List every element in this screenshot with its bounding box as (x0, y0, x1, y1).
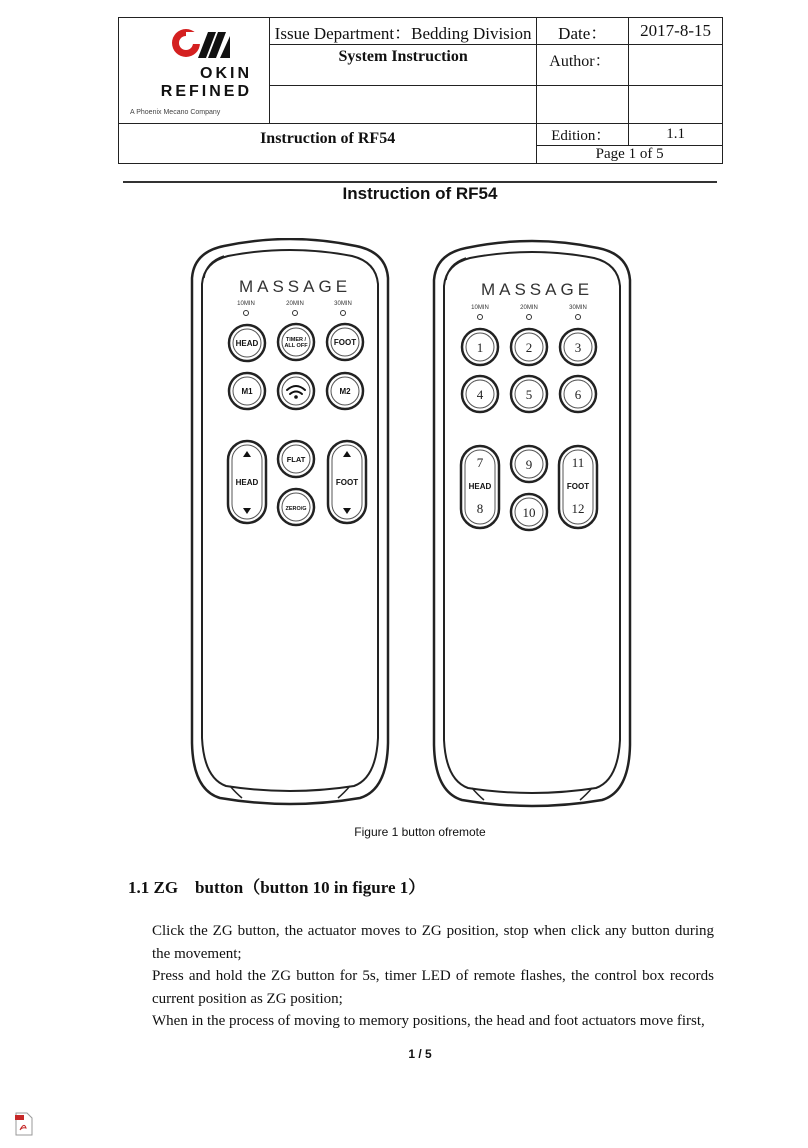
svg-text:HEAD: HEAD (235, 478, 259, 487)
page-info: Page 1 of 5 (537, 146, 723, 164)
timer-label-10: 10MIN (471, 305, 489, 311)
svg-text:4: 4 (476, 387, 484, 402)
head-button[interactable] (229, 325, 265, 361)
head-rocker-button[interactable] (228, 441, 266, 523)
head-rocker-buttons-7-8[interactable] (461, 446, 499, 528)
button-8[interactable]: 8 (476, 501, 484, 516)
timer-all-off-button[interactable] (278, 324, 314, 360)
svg-text:TIMER /: TIMER / (285, 337, 307, 343)
button-9[interactable] (511, 446, 547, 482)
date-label: Date： (537, 18, 629, 45)
pdf-icon (14, 1112, 34, 1136)
foot-rocker-button[interactable] (328, 441, 366, 523)
timer-label-20: 20MIN (520, 305, 538, 311)
svg-text:9: 9 (525, 457, 533, 472)
figure-caption: Figure 1 button ofremote (354, 825, 486, 839)
author-value (629, 45, 723, 85)
button-10-zg[interactable] (511, 494, 547, 530)
svg-text:HEAD: HEAD (468, 482, 492, 491)
svg-text:FOOT: FOOT (566, 482, 590, 491)
logo-tagline: A Phoenix Mecano Company (129, 109, 221, 116)
logo-line2: REFINED (160, 83, 252, 100)
m2-button[interactable] (327, 373, 363, 409)
logo-line1: OKIN (199, 65, 252, 82)
remote-right (434, 241, 630, 806)
flat-button[interactable] (278, 441, 314, 477)
svg-text:FLAT: FLAT (286, 455, 306, 464)
button-4[interactable] (462, 376, 498, 412)
issue-department: Issue Department：Bedding Division (269, 18, 536, 45)
massage-label: MASSAGE (238, 277, 352, 296)
button-1[interactable] (462, 329, 498, 365)
svg-text:1: 1 (476, 340, 484, 355)
timer-label-10: 10MIN (237, 301, 255, 307)
svg-text:M1: M1 (241, 387, 253, 396)
okin-logo (124, 18, 264, 118)
remote-left (192, 239, 388, 804)
edition-value: 1.1 (629, 124, 723, 146)
remotes-figure (190, 238, 650, 813)
foot-button[interactable] (327, 324, 363, 360)
page-number: 1 / 5 (408, 1047, 432, 1061)
page-title: Instruction of RF54 (342, 184, 498, 203)
title-rule (123, 181, 717, 183)
edition-label: Edition： (537, 124, 629, 146)
zero-g-button[interactable] (278, 489, 314, 525)
logo-cell (119, 18, 270, 124)
svg-text:ZERO/G: ZERO/G (285, 506, 307, 512)
document-header-table (118, 17, 723, 164)
button-7[interactable]: 7 (476, 455, 484, 470)
button-2[interactable] (511, 329, 547, 365)
svg-text:FOOT: FOOT (335, 478, 359, 487)
button-3[interactable] (560, 329, 596, 365)
svg-text:HEAD: HEAD (235, 339, 259, 348)
empty-cell (269, 85, 536, 123)
button-5[interactable] (511, 376, 547, 412)
empty-cell (537, 85, 629, 123)
timer-label-20: 20MIN (286, 301, 304, 307)
timer-label-30: 30MIN (334, 301, 352, 307)
button-11[interactable]: 11 (571, 455, 585, 470)
m1-button[interactable] (229, 373, 265, 409)
button-12[interactable]: 12 (571, 501, 585, 516)
svg-text:5: 5 (525, 387, 533, 402)
author-label: Author： (537, 45, 629, 85)
doc-type: System Instruction (269, 45, 536, 85)
svg-text:2: 2 (525, 340, 533, 355)
section-heading: 1.1 ZG button（button 10 in figure 1） (128, 878, 426, 897)
button-6[interactable] (560, 376, 596, 412)
svg-text:ALL OFF: ALL OFF (284, 343, 308, 349)
massage-label: MASSAGE (480, 280, 594, 299)
wireless-pair-button[interactable] (278, 373, 314, 409)
svg-text:3: 3 (574, 340, 582, 355)
paragraph: When in the process of moving to memory positions, the head and foot actuators move first, (152, 1013, 705, 1029)
svg-text:M2: M2 (339, 387, 351, 396)
date-value: 2017-8-15 (629, 18, 723, 45)
empty-cell (629, 85, 723, 123)
instruction-title-cell: Instruction of RF54 (119, 124, 537, 164)
svg-text:FOOT: FOOT (333, 338, 357, 347)
foot-rocker-buttons-11-12[interactable] (559, 446, 597, 528)
paragraph: Press and hold the ZG button for 5s, timer LED of remote flashes, the control box records current position as ZG position; (152, 968, 714, 1007)
paragraph: Click the ZG button, the actuator moves to ZG position, stop when click any button during the movement; (152, 923, 714, 962)
svg-text:6: 6 (574, 387, 582, 402)
svg-text:10: 10 (522, 505, 536, 520)
timer-label-30: 30MIN (569, 305, 587, 311)
